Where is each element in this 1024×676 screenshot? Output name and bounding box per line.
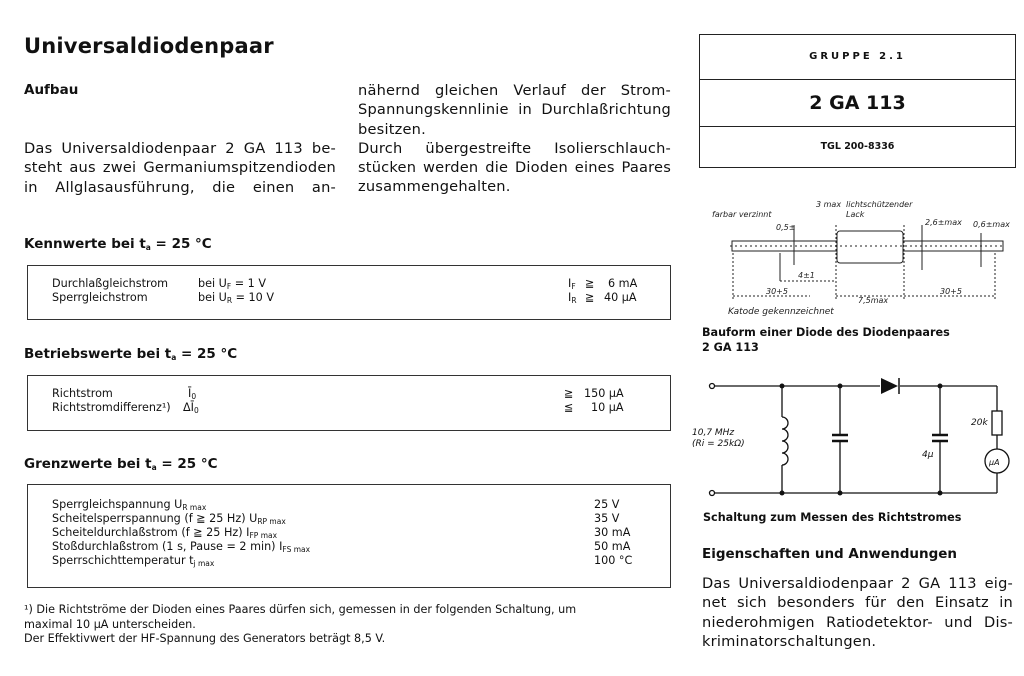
param-value: 40 µA [604, 291, 637, 304]
table-row [28, 401, 670, 415]
drawing-label: lichtschützender [846, 200, 913, 209]
table-row [28, 277, 670, 291]
param-symbol [568, 291, 577, 308]
generator-label: (Ri = 25kΩ) [692, 439, 745, 449]
sym: Ī [188, 387, 192, 400]
aufbau-heading: Aufbau [24, 82, 79, 98]
heading-condition: = 25 °C [156, 456, 218, 472]
footnote [24, 603, 674, 647]
aufbau-right-paragraph [358, 81, 671, 197]
table-row [28, 526, 670, 540]
diode-dimension-drawing [700, 195, 1020, 321]
param-value: 30 mA [594, 526, 631, 539]
betriebswerte-heading [24, 346, 237, 362]
capacitor-label: 4µ [922, 450, 934, 460]
sym: I [568, 291, 572, 304]
sym: I [568, 277, 572, 290]
param-condition [198, 291, 274, 308]
group-label: GRUPPE 2.1 [809, 51, 906, 62]
footnote-line: Der Effektivwert der HF-Spannung des Generators beträgt 8,5 V. [24, 632, 386, 645]
sym-sub: F [571, 282, 576, 291]
text-line: niederohmigen Ratiodetektor- und Dis- [702, 613, 1013, 631]
param-relation: ≦ [564, 401, 574, 414]
betriebswerte-table [27, 375, 671, 431]
name-text: Sperrschichttemperatur t [52, 554, 194, 567]
heading-condition: = 25 °C [150, 236, 212, 252]
table-row [28, 540, 670, 554]
sym: ΔĪ [183, 401, 194, 414]
sym-sub: R [571, 296, 577, 305]
kennwerte-table [27, 265, 671, 320]
drawing-label: 30+5 [766, 287, 788, 296]
aufbau-left-paragraph [24, 139, 336, 197]
param-value: 6 mA [608, 277, 638, 290]
drawing-label: 4±1 [798, 271, 815, 280]
circuit-caption: Schaltung zum Messen des Richtstromes [703, 511, 962, 524]
param-relation: ≧ [585, 277, 595, 290]
table-row [28, 498, 670, 512]
lead-right [903, 241, 1003, 251]
standard-number: TGL 200-8336 [820, 141, 895, 152]
name-sub: RP max [257, 517, 286, 526]
name-text: Stoßdurchlaßstrom (1 s, Pause = 2 min) I [52, 540, 283, 553]
text-line: besitzen. [358, 120, 426, 138]
name-text: Scheitelsperrspannung (f ≧ 25 Hz) U [52, 512, 258, 525]
drawing-label: Katode gekennzeichnet [728, 307, 834, 317]
heading-text: Grenzwerte bei t [24, 456, 152, 472]
resistor-label: 20k [971, 418, 988, 428]
name-sub: FP max [249, 531, 278, 540]
name-sub: j max [193, 559, 215, 568]
measurement-circuit [692, 375, 1020, 505]
name-text: Scheiteldurchlaßstrom (f ≧ 25 Hz) I [52, 526, 250, 539]
sym-sub: 0 [193, 406, 199, 415]
text-line: Das Universaldiodenpaar 2 GA 113 eig- [702, 575, 1013, 592]
drawing-label: 7,5max [858, 296, 889, 305]
param-name: Durchlaßgleichstrom [52, 277, 169, 290]
table-row [28, 554, 670, 568]
grenzwerte-heading [24, 456, 217, 472]
param-value: 25 V [594, 498, 620, 511]
param-relation: ≧ [585, 291, 595, 304]
cond-sub: R [226, 296, 233, 305]
text-line: in Allglasausführung, die einen an- [24, 178, 336, 196]
footnote-line: maximal 10 µA unterscheiden. [24, 617, 196, 631]
page-title: Universaldiodenpaar [24, 34, 274, 58]
terminal-icon [710, 384, 715, 389]
param-name: Richtstrom [52, 387, 113, 400]
heading-subscript: a [145, 243, 151, 252]
heading-condition: = 25 °C [176, 346, 238, 362]
drawing-label: 0,6±max [973, 220, 1010, 229]
text-line: net sich besonders für den Einsatz in [702, 594, 1013, 612]
cond-text: bei U [198, 291, 227, 304]
table-row [28, 291, 670, 305]
heading-subscript: a [171, 353, 177, 362]
param-value: 10 µA [591, 401, 624, 414]
sym-sub: 0 [191, 392, 197, 401]
heading-text: Kennwerte bei t [24, 236, 146, 252]
caption-line: 2 GA 113 [702, 341, 759, 354]
drawing-caption [702, 325, 950, 355]
type-designation: 2 GA 113 [809, 92, 906, 114]
drawing-label: 30+5 [940, 287, 962, 296]
drawing-label: 2,6±max [925, 218, 962, 227]
param-symbol [183, 401, 199, 418]
kennwerte-heading [24, 236, 212, 252]
generator-label: 10,7 MHz [692, 428, 735, 438]
terminal-icon [710, 491, 715, 496]
param-value: 50 mA [594, 540, 631, 553]
param-value: 100 °C [594, 554, 633, 567]
text-line: steht aus zwei Germaniumspitzendioden [24, 159, 336, 177]
text-line: nähernd gleichen Verlauf der Strom- [358, 82, 671, 99]
caption-line: Bauform einer Diode des Diodenpaares [702, 326, 950, 339]
param-value: 35 V [594, 512, 620, 525]
text-line: Durch übergestreifte Isolierschlauch- [358, 139, 671, 157]
type-header-box [699, 34, 1016, 168]
text-line: stücken werden die Dioden eines Paares [358, 159, 671, 177]
grenzwerte-table [27, 484, 671, 588]
cond-value: = 10 V [232, 291, 274, 304]
table-row [28, 512, 670, 526]
param-name [52, 554, 214, 571]
cond-value: = 1 V [231, 277, 266, 290]
glass-body [837, 231, 903, 263]
diode-icon [881, 378, 898, 394]
eigenschaften-paragraph [702, 574, 1013, 651]
drawing-label: 3 max [816, 200, 842, 209]
inductor-icon [782, 417, 788, 465]
meter-label: µA [989, 458, 1000, 467]
drawing-label: Lack [846, 210, 865, 219]
param-name: Richtstromdifferenz¹) [52, 401, 171, 414]
param-value: 150 µA [584, 387, 624, 400]
footnote-line: ¹) Die Richtströme der Dioden eines Paares dürfen sich, gemessen in der folgenden Schaltung, um [24, 603, 577, 616]
text-line: Spannungskennlinie in Durchlaßrichtung [358, 101, 671, 119]
cond-text: bei U [198, 277, 227, 290]
text-line: zusammengehalten. [358, 178, 511, 196]
param-relation: ≧ [564, 387, 574, 400]
drawing-label: farbar verzinnt [712, 210, 772, 219]
text-line: Das Universaldiodenpaar 2 GA 113 be- [24, 140, 336, 157]
drawing-label: 0,5± [776, 223, 796, 232]
text-line: kriminatorschaltungen. [702, 632, 877, 650]
heading-text: Betriebswerte bei t [24, 346, 172, 362]
resistor-icon [992, 411, 1002, 435]
cond-sub: F [226, 282, 232, 291]
name-sub: FS max [282, 545, 311, 554]
param-name: Sperrgleichstrom [52, 291, 148, 304]
table-row [28, 387, 670, 401]
name-text: Sperrgleichspannung U [52, 498, 183, 511]
eigenschaften-heading: Eigenschaften und Anwendungen [702, 546, 958, 562]
heading-subscript: a [151, 463, 157, 472]
name-sub: R max [182, 503, 207, 512]
